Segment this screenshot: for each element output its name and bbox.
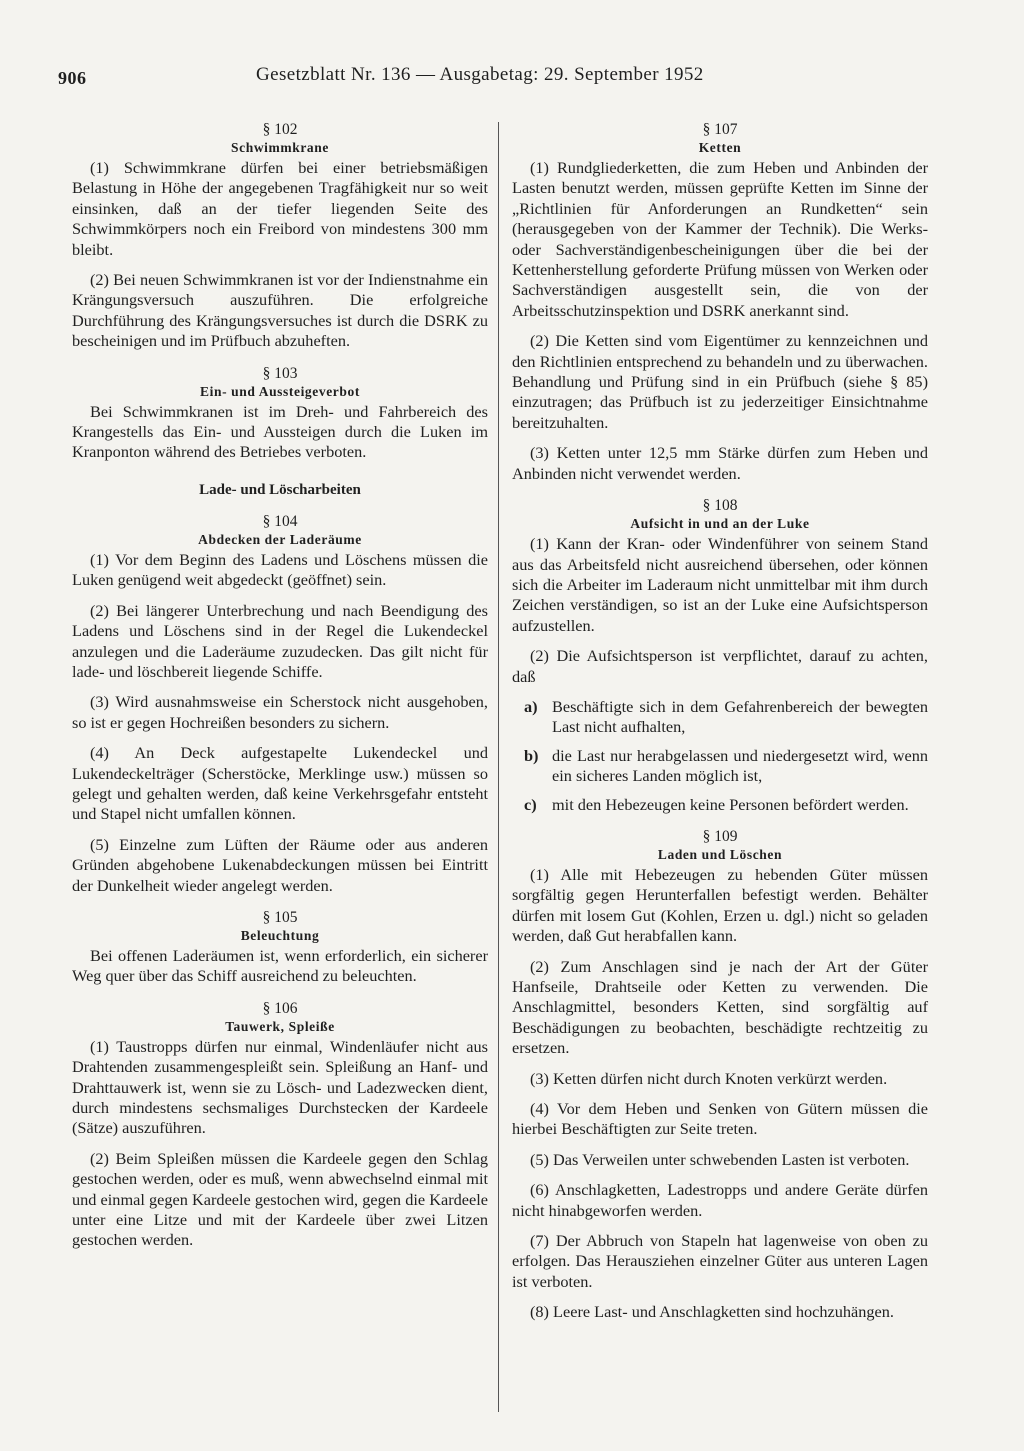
section-103	[72, 364, 488, 463]
paragraph-number: § 102	[262, 121, 298, 138]
section-106	[72, 999, 488, 1251]
section-107	[512, 120, 928, 484]
left-column	[72, 120, 488, 1263]
paragraph-number: § 108	[702, 497, 738, 515]
paragraph-heading: Beleuchtung	[240, 927, 320, 943]
right-column	[512, 120, 928, 1335]
paragraph-heading: Laden und Löschen	[657, 846, 783, 862]
list-item-text: mit den Hebezeugen keine Personen befördert werden.	[552, 794, 909, 814]
clause: (2) Zum Anschlagen sind je nach der Art der Güter Hanfseile, Drahtseile oder Ketten zu verwenden. Die Anschlagmittel, besonders Ketten, sind sorgfältig auf Beschädigungen zu beobachten, beschädigte rechtzeitig zu ersetzen.	[512, 956, 928, 1058]
paragraph-heading: Ein- und Aussteigeverbot	[200, 383, 360, 399]
page-number: 906	[58, 68, 87, 88]
clause: (1) Rundgliederketten, die zum Heben und Anbinden der Lasten benutzt werden, müssen geprüfte Ketten im Sinne der „Richtlinien für Anforderungen an Rundketten“ sein (herausgegeben von der Kammer der Technik). Die Werks- oder Sachverständigenbescheinigungen über die bei der Kettenherstellung geforderte Prüfung müssen von Werken oder Sachverständigen ausgestellt sein, die von der Arbeitsschutzinspektion und DSRK anerkannt sind.	[512, 158, 928, 320]
section-105	[72, 908, 488, 987]
section-108	[512, 496, 928, 815]
paragraph-number: § 105	[262, 908, 298, 926]
section-102	[72, 120, 488, 352]
clause: (2) Beim Spleißen müssen die Kardeele gegen den Schlag gestochen werden, oder es muß, wenn abwechselnd einmal mit und einmal gegen Kardeele gestochen wird, gegen die Kardeele unter eine Litze und mit der Kardeele über zwei Litzen gestochen werden.	[72, 1148, 488, 1250]
clause: (1) Taustropps dürfen nur einmal, Windenläufer nicht aus Drahtenden zusammengespleißt sein. Spleißung an Hanf- und Drahttauwerk ist, wenn sie zu Lösch- und Ladezwecken dient, durch mindestens sechsmaliges Durchstecken der Kardeele (Sätze) auszuführen.	[72, 1036, 488, 1138]
clause: (8) Leere Last- und Anschlagketten sind hochzuhängen.	[530, 1302, 894, 1322]
paragraph-number: § 109	[702, 827, 738, 845]
clause: (2) Bei neuen Schwimmkranen ist vor der Indienstnahme ein Krängungsversuch auszuführen. Die erfolgreiche Durchführung des Krängungsversuches ist durch die DSRK zu bescheinigen und im Prüfbuch abzuheften.	[72, 270, 488, 351]
column-divider	[498, 122, 499, 1412]
clause: (4) An Deck aufgestapelte Lukendeckel und Lukendeckelträger (Scherstöcke, Merklinge usw.) müssen so gelegt und gehalten werden, daß keine Verkehrsgefahr entsteht und Stapel nicht umfallen können.	[72, 743, 488, 824]
list-item-label: c)	[524, 794, 537, 814]
clause: (3) Wird ausnahmsweise ein Scherstock nicht ausgehoben, so ist er gegen Hochreißen besonders zu sichern.	[72, 692, 488, 732]
clause: (1) Vor dem Beginn des Ladens und Löschens müssen die Luken genügend weit abgedeckt (geöffnet) sein.	[72, 549, 488, 590]
list-item-text: die Last nur herabgelassen und niedergesetzt wird, wenn ein sicheres Landen möglich ist,	[552, 745, 928, 786]
paragraph-heading: Aufsicht in und an der Luke	[630, 516, 810, 532]
paragraph-heading: Tauwerk, Spleiße	[225, 1018, 335, 1034]
clause: (5) Das Verweilen unter schwebenden Lasten ist verboten.	[530, 1149, 910, 1169]
clause: (5) Einzelne zum Lüften der Räume oder aus anderen Gründen abgehobene Lukenabdeckungen müssen bei Eintritt der Dunkelheit wieder angelegt werden.	[72, 834, 488, 895]
clause: (1) Alle mit Hebezeugen zu hebenden Güter müssen sorgfältig gegen Herunterfallen befestigt werden. Behälter dürfen mit losem Gut (Kohlen, Erzen u. dgl.) nicht so geladen werden, daß Gut herabfallen kann.	[512, 864, 928, 946]
list-item-text: Beschäftigte sich in dem Gefahrenbereich der bewegten Last nicht aufhalten,	[552, 696, 928, 737]
clause: Bei offenen Laderäumen ist, wenn erforderlich, ein sicherer Weg quer über das Schiff ausreichend zu beleuchten.	[72, 945, 488, 986]
paragraph-number: § 107	[702, 121, 738, 138]
paragraph-heading: Abdecken der Laderäume	[198, 531, 362, 547]
paragraph-number: § 106	[262, 999, 298, 1017]
clause: (6) Anschlagketten, Ladestropps und andere Geräte dürfen nicht hinabgeworfen werden.	[512, 1180, 928, 1220]
list-item	[512, 746, 928, 787]
section-104	[72, 512, 488, 896]
paragraph-heading: Ketten	[698, 140, 742, 155]
section-109	[512, 827, 928, 1323]
paragraph-heading: Schwimmkrane	[231, 140, 329, 155]
list-item	[512, 697, 928, 738]
paragraph-number: § 104	[262, 512, 298, 530]
clause: (2) Die Ketten sind vom Eigentümer zu kennzeichnen und den Richtlinien entsprechend zu behandeln und zu überwachen. Behandlung und Prüfung sind in ein Prüfbuch (siehe § 85) einzutragen; das Prüfbuch ist zu jederzeitiger Einsichtnahme bereitzuhalten.	[512, 331, 928, 432]
clause: (2) Die Aufsichtsperson ist verpflichtet, darauf zu achten, daß	[512, 646, 928, 686]
clause: (3) Ketten dürfen nicht durch Knoten verkürzt werden.	[530, 1068, 888, 1088]
clause: (3) Ketten unter 12,5 mm Stärke dürfen zum Heben und Anbinden nicht verwendet werden.	[512, 443, 928, 483]
clause: (4) Vor dem Heben und Senken von Gütern müssen die hierbei Beschäftigten zur Seite treten.	[512, 1099, 928, 1139]
page-header-title: Gesetzblatt Nr. 136 — Ausgabetag: 29. September 1952	[256, 64, 704, 85]
section-heading: Lade- und Löscharbeiten	[199, 481, 361, 498]
clause: (1) Schwimmkrane dürfen bei einer betriebsmäßigen Belastung in Höhe der angegebenen Tragfähigkeit nur so weit einsinken, daß an der tiefer liegenden Seite des Schwimmkörpers noch ein Freibord von mindestens 300 mm bleibt.	[72, 158, 488, 259]
clause: (7) Der Abbruch von Stapeln hat lagenweise von oben zu erfolgen. Das Herausziehen einzelner Güter aus unteren Lagen ist verboten.	[512, 1231, 928, 1291]
clause: (1) Kann der Kran- oder Windenführer von seinem Stand aus das Arbeitsfeld nicht ausreichend übersehen, oder können sich die Arbeiter im Laderaum nicht unmittelbar mit ihm durch Zeichen verständigen, so ist an der Luke eine Aufsichtsperson aufzustellen.	[512, 534, 928, 635]
list-item-label: a)	[524, 696, 538, 716]
clause: Bei Schwimmkranen ist im Dreh- und Fahrbereich des Krangestells das Ein- und Aussteigen durch die Luken im Kranponton während des Betriebes verboten.	[72, 401, 488, 462]
list-item	[512, 795, 928, 815]
list-item-label: b)	[524, 745, 539, 765]
clause: (2) Bei längerer Unterbrechung und nach Beendigung des Ladens und Löschens sind in der Regel die Lukendeckel anzulegen und die Laderäume zuzudecken. Das gilt nicht für lade- und löschbereit liegende Schiffe.	[72, 600, 488, 681]
paragraph-number: § 103	[262, 364, 298, 382]
